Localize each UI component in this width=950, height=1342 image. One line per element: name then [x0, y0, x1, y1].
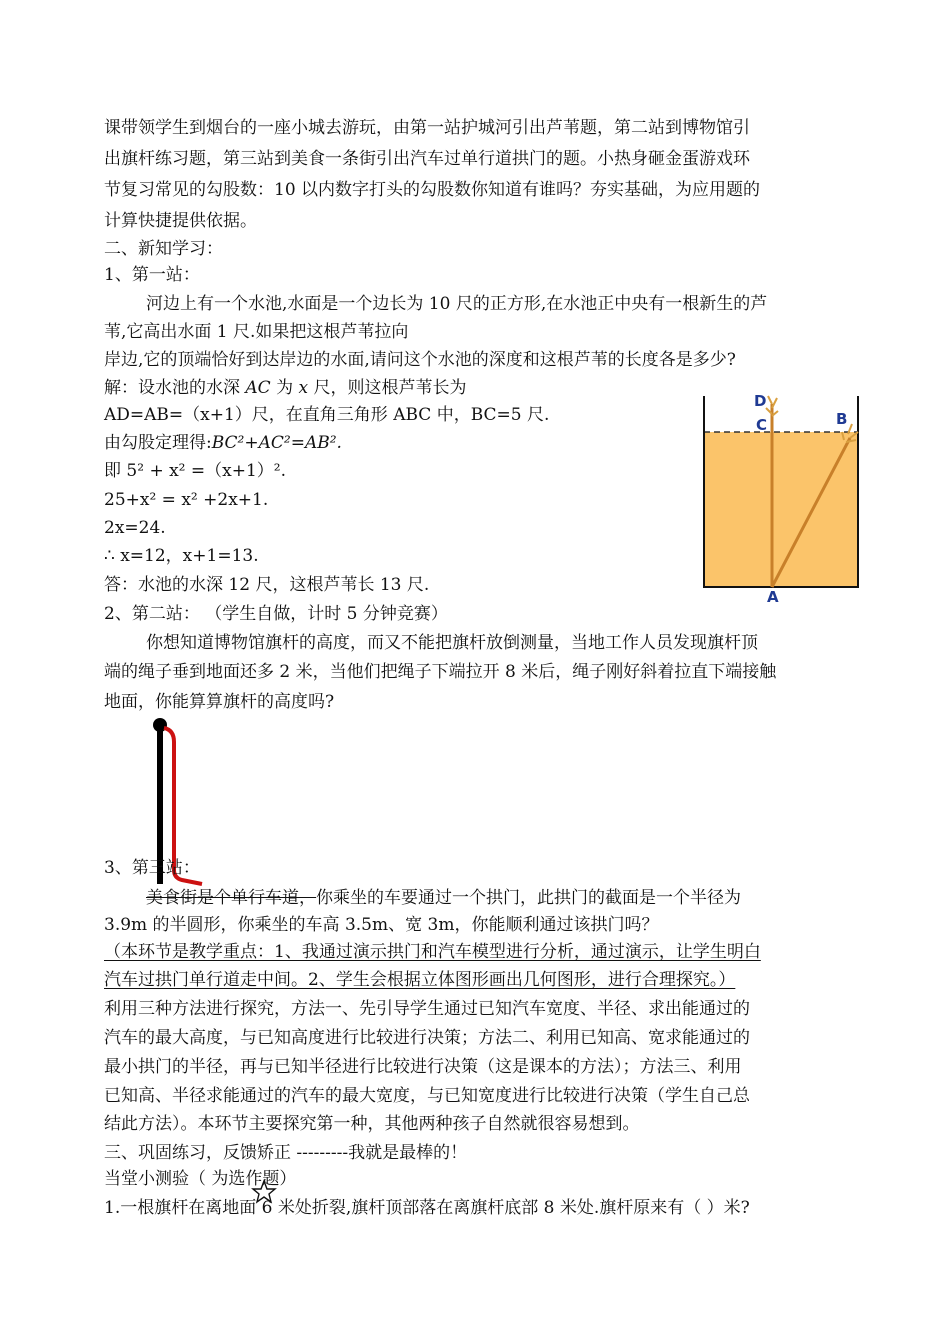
solution-line: 答：水池的水深 12 尺，这根芦苇长 13 尺.: [104, 575, 430, 595]
methods-line: 最小拱门的半径，再与已知半径进行比较进行决策（这是课本的方法）；方法三、利用: [104, 1057, 742, 1077]
solution-line: 解：设水池的水深 AC 为 x 尺，则这根芦苇长为: [104, 378, 467, 398]
solution-line: 25+x² = x² +2x+1.: [104, 490, 269, 510]
section-heading: 二、新知学习：: [104, 239, 223, 259]
water-body: [704, 432, 858, 587]
methods-line: 汽车的最大高度，与已知高度进行比较进行决策；方法二、利用已知高、宽求能通过的: [104, 1028, 750, 1048]
teaching-note-line: （本环节是教学重点：1、我通过演示拱门和汽车模型进行分析，通过演示，让学生明白: [104, 942, 761, 962]
station3-problem-line: 3.9m 的半圆形，你乘坐的车高 3.5m、宽 3m，你能顺利通过该拱门吗？: [104, 915, 659, 935]
intro-line: 课带领学生到烟台的一座小城去游玩，由第一站护城河引出芦苇题，第二站到博物馆引: [104, 118, 750, 138]
teaching-note-line: 汽车过拱门单行道走中间。2、学生会根据立体图形画出几何图形，进行合理探究。）: [104, 970, 736, 990]
station1-title: 1、第一站：: [104, 265, 200, 285]
intro-line: 计算快捷提供依据。: [104, 211, 257, 231]
solution-line: AD=AB=（x+1）尺，在直角三角形 ABC 中，BC=5 尺.: [104, 405, 550, 425]
solution-line: 2x=24.: [104, 518, 166, 538]
solution-line: 即 5² + x² =（x+1）².: [104, 461, 287, 481]
quiz-question: 1.一根旗杆在离地面 6 米处折裂,旗杆顶部落在离旗杆底部 8 米处.旗杆原来有（ ）米?: [104, 1198, 750, 1218]
intro-line: 节复习常见的勾股数：10 以内数字打头的勾股数你知道有谁吗？夯实基础，为应用题的: [104, 180, 761, 200]
station1-problem-line: 苇,它高出水面 1 尺.如果把这根芦苇拉向: [104, 322, 409, 342]
quiz-title: 当堂小测验（ 为选作题）: [104, 1169, 297, 1189]
station2-problem-line: 你想知道博物馆旗杆的高度，而又不能把旗杆放倒测量，当地工作人员发现旗杆顶: [146, 633, 758, 653]
section-heading: 三、巩固练习，反馈矫正 ---------我就是最棒的！: [104, 1143, 468, 1163]
station3-problem-line: 美食街是个单行车道，你乘坐的车要通过一个拱门，此拱门的截面是一个半径为: [146, 888, 741, 908]
reed-tip: [766, 396, 778, 416]
label-a: A: [767, 588, 779, 606]
station1-problem-line: 河边上有一个水池,水面是一个边长为 10 尺的正方形,在水池正中央有一根新生的芦: [146, 294, 768, 314]
station2-problem-line: 地面，你能算算旗杆的高度吗?: [104, 692, 335, 712]
methods-line: 利用三种方法进行探究，方法一、先引导学生通过已知汽车宽度、半径、求出能通过的: [104, 999, 750, 1019]
methods-line: 结此方法）。本环节主要探究第一种，其他两种孩子自然就很容易想到。: [104, 1114, 640, 1134]
solution-line: 由勾股定理得:BC²+AC²=AB².: [104, 433, 342, 453]
struck-text: 美食街是个单行车道，: [146, 888, 316, 908]
label-c: C: [756, 416, 768, 434]
label-d: D: [754, 392, 767, 410]
intro-line: 出旗杆练习题，第三站到美食一条街引出汽车过单行道拱门的题。小热身砸金蛋游戏环: [104, 149, 750, 169]
station3-title: 3、第三站：: [104, 858, 200, 878]
solution-line: ∴ x=12，x+1=13.: [104, 546, 259, 566]
label-b: B: [836, 410, 848, 428]
methods-line: 已知高、半径求能通过的汽车的最大宽度，与已知宽度进行比较进行决策（学生自己总: [104, 1086, 750, 1106]
station2-title: 2、第二站： （学生自做，计时 5 分钟竞赛）: [104, 604, 448, 624]
station1-problem-line: 岸边,它的顶端恰好到达岸边的水面,请问这个水池的深度和这根芦苇的长度各是多少?: [104, 350, 736, 370]
pond-reed-diagram: [690, 390, 870, 605]
station2-problem-line: 端的绳子垂到地面还多 2 米，当他们把绳子下端拉开 8 米后，绳子刚好斜着拉直下端接触: [104, 662, 777, 682]
